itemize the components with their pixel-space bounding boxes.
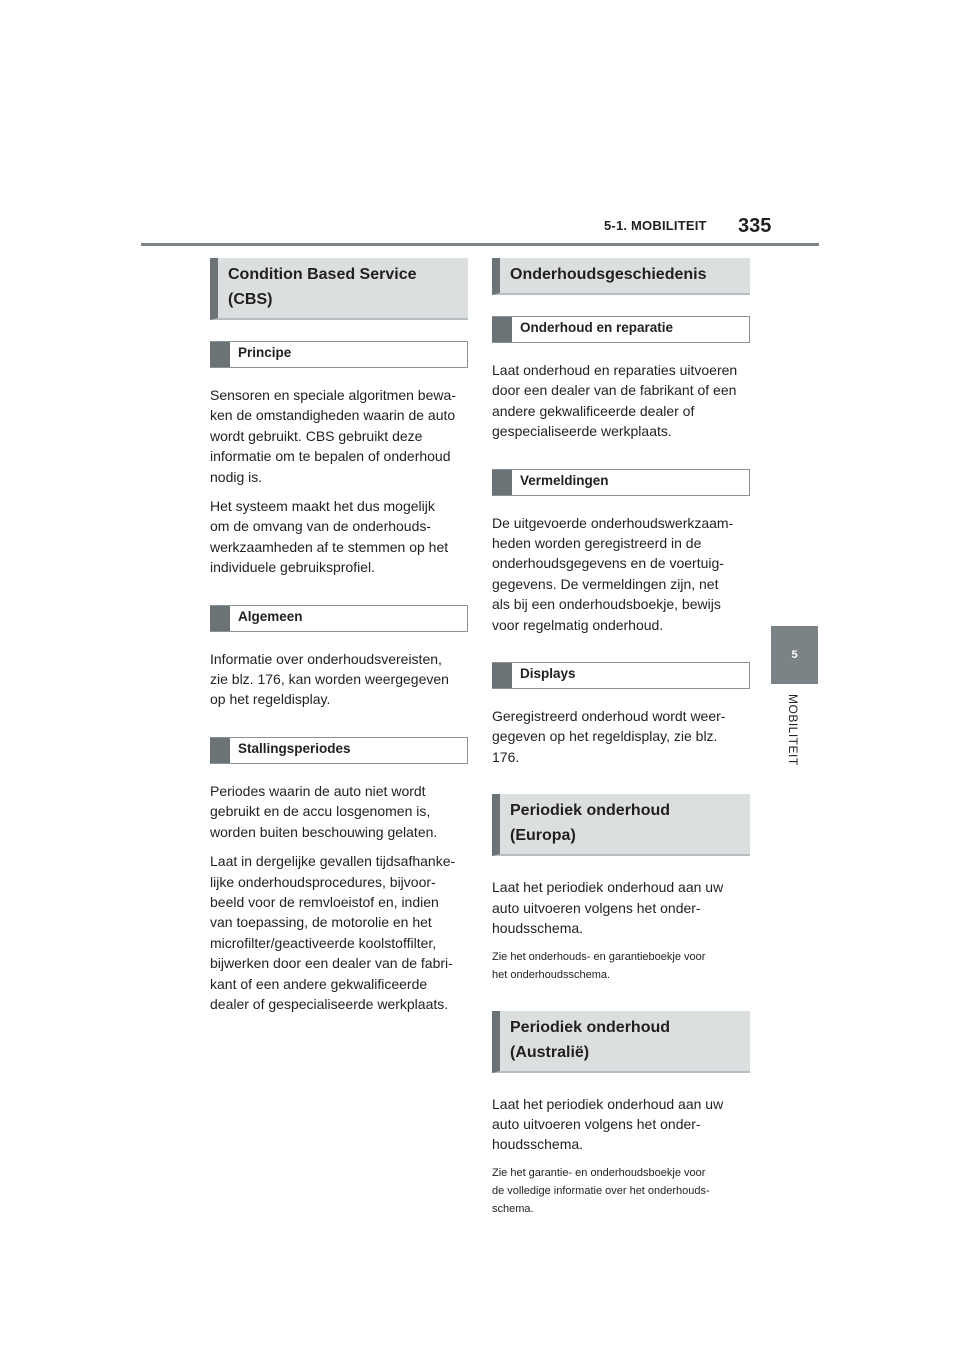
subheading-displays: Displays [492,662,750,689]
subheading-onderhoud-en-reparatie: Onderhoud en reparatie [492,316,750,343]
subheading-algemeen: Algemeen [210,605,468,632]
subheading-stallingsperiodes: Stallingsperiodes [210,737,468,764]
paragraph: Laat in dergelijke gevallen tijdsafhanke- lijke onderhoudsprocedures, bijvoor- beeld voor de remvloeistof en, indien van toepassing, de motorolie en het microfilter/geactiveerde koolstoffilter, bijwerken door een dealer van de fabri- kant of een andere gekwalificeerde dealer of gespecialiseerde werkplaats. [210,853,456,1012]
subheading-principe: Principe [210,341,468,368]
note: Zie het garantie- en onderhoudsboekje voor de volledige informatie over het onderhouds- schema. [492,1166,710,1215]
paragraph: Het systeem maakt het dus mogelijk om de omvang van de onderhouds- werkzaamheden af te stemmen op het individuele gebruiksprofiel. [210,498,449,576]
right-column [492,258,750,1227]
paragraph: Laat het periodiek onderhoud aan uw auto uitvoeren volgens het onder- houdsschema. [492,879,724,937]
subheading-vermeldingen: Vermeldingen [492,469,750,496]
page-number: 335 [738,215,772,237]
section-heading-cbs: Condition Based Service (CBS) [210,258,468,320]
section-heading-periodiek-australie: Periodiek onderhoud (Australië) [492,1011,750,1073]
subheading-marker [210,738,230,763]
paragraph: Geregistreerd onderhoud wordt weer- gegeven op het regeldisplay, zie blz. 176. [492,708,726,765]
subheading-marker [210,606,230,631]
subheading-marker [492,470,512,495]
subheading-marker [492,317,512,342]
paragraph: Periodes waarin de auto niet wordt gebruikt en de accu losgenomen is, worden buiten beschouwing gelaten. [210,782,438,840]
header-divider [141,243,819,246]
subheading-marker [492,663,512,688]
chapter-tab: 5 [771,626,818,684]
chapter-tab-label: MOBILITEIT [786,694,800,766]
paragraph: Laat onderhoud en reparaties uitvoeren door een dealer van de fabrikant of een andere gekwalificeerde dealer of gespecialiseerde werkplaats. [492,362,738,440]
note: Zie het onderhouds- en garantieboekje voor het onderhoudsschema. [492,950,706,981]
paragraph: Sensoren en speciale algoritmen bewa- ken de omstandigheden waarin de auto wordt gebruikt. CBS gebruikt deze informatie om te bepalen of onderhoud nodig is. [210,387,456,485]
paragraph: Informatie over onderhoudsvereisten, zie blz. 176, kan worden weergegeven op het regeldisplay. [210,650,449,708]
paragraph: De uitgevoerde onderhoudswerkzaam- heden worden geregistreerd in de onderhoudsgegevens en de voertuig- gegevens. De vermeldingen zijn, net als bij een onderhoudsboekje, bewijs voor regelmatig onderhoud. [492,514,734,633]
section-heading-periodiek-europa: Periodiek onderhoud (Europa) [492,794,750,856]
paragraph: Laat het periodiek onderhoud aan uw auto uitvoeren volgens het onder- houdsschema. [492,1095,724,1153]
left-column [210,258,468,1023]
section-heading-onderhoudsgeschiedenis: Onderhoudsgeschiedenis [492,258,750,295]
header-section-title: 5-1. MOBILITEIT [604,218,707,233]
subheading-marker [210,342,230,367]
